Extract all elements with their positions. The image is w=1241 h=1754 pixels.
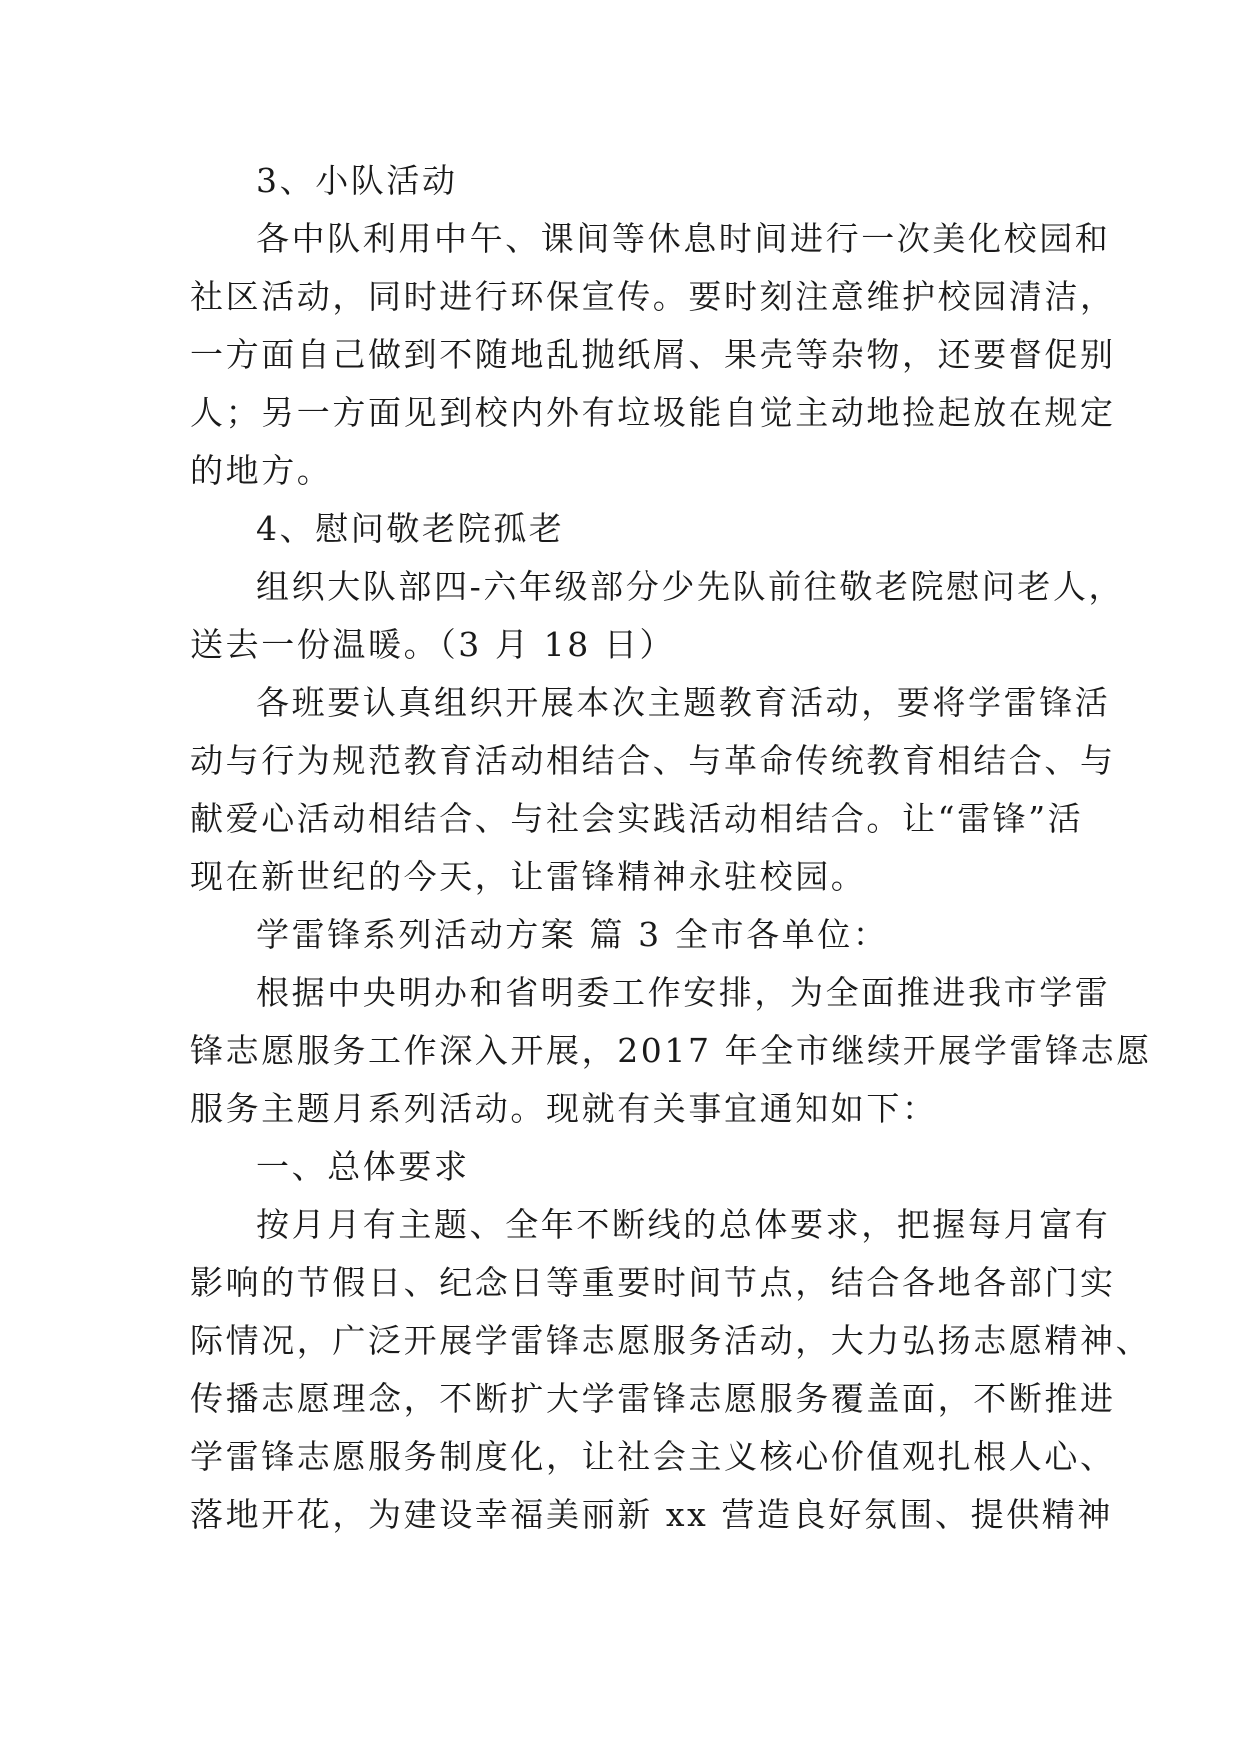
paragraph-line: 服务主题月系列活动。现就有关事宜通知如下： <box>190 1089 938 1128</box>
paragraph-line: 按月月有主题、全年不断线的总体要求，把握每月富有 <box>256 1205 1111 1244</box>
paragraph-line: 影响的节假日、纪念日等重要时间节点，结合各地各部门实 <box>190 1263 1116 1302</box>
paragraph-line: 落地开花，为建设幸福美丽新 xx 营造良好氛围、提供精神 <box>190 1495 1114 1534</box>
paragraph-line: 送去一份温暖。（3 月 18 日） <box>190 625 676 664</box>
heading-visit-elderly: 4、慰问敬老院孤老 <box>256 509 565 548</box>
paragraph-line: 学雷锋志愿服务制度化，让社会主义核心价值观扎根人心、 <box>190 1437 1116 1476</box>
paragraph-line: 一方面自己做到不随地乱抛纸屑、果壳等杂物，还要督促别 <box>190 335 1116 374</box>
paragraph-line: 组织大队部四-六年级部分少先队前往敬老院慰问老人， <box>256 567 1125 606</box>
paragraph-line: 锋志愿服务工作深入开展，2017 年全市继续开展学雷锋志愿 <box>190 1031 1152 1070</box>
heading-small-team-activity: 3、小队活动 <box>256 161 458 200</box>
document-body <box>190 152 1152 1544</box>
paragraph-line: 际情况，广泛开展学雷锋志愿服务活动，大力弘扬志愿精神、 <box>190 1321 1152 1360</box>
paragraph-line: 动与行为规范教育活动相结合、与革命传统教育相结合、与 <box>190 741 1116 780</box>
paragraph-line: 现在新世纪的今天，让雷锋精神永驻校园。 <box>190 857 867 896</box>
paragraph-line: 的地方。 <box>190 451 333 490</box>
paragraph-line: 根据中央明办和省明委工作安排，为全面推进我市学雷 <box>256 973 1111 1012</box>
heading-general-requirements: 一、总体要求 <box>256 1147 470 1186</box>
paragraph-line: 各班要认真组织开展本次主题教育活动，要将学雷锋活 <box>256 683 1111 722</box>
paragraph-line: 传播志愿理念，不断扩大学雷锋志愿服务覆盖面，不断推进 <box>190 1379 1116 1418</box>
paragraph-line: 社区活动，同时进行环保宣传。要时刻注意维护校园清洁， <box>190 277 1116 316</box>
paragraph-line: 人；另一方面见到校内外有垃圾能自觉主动地捡起放在规定 <box>190 393 1116 432</box>
paragraph-line: 献爱心活动相结合、与社会实践活动相结合。让“雷锋”活 <box>190 799 1084 838</box>
paragraph-line: 各中队利用中午、课间等休息时间进行一次美化校园和 <box>256 219 1111 258</box>
section-title-plan-3: 学雷锋系列活动方案 篇 3 全市各单位： <box>256 915 889 954</box>
